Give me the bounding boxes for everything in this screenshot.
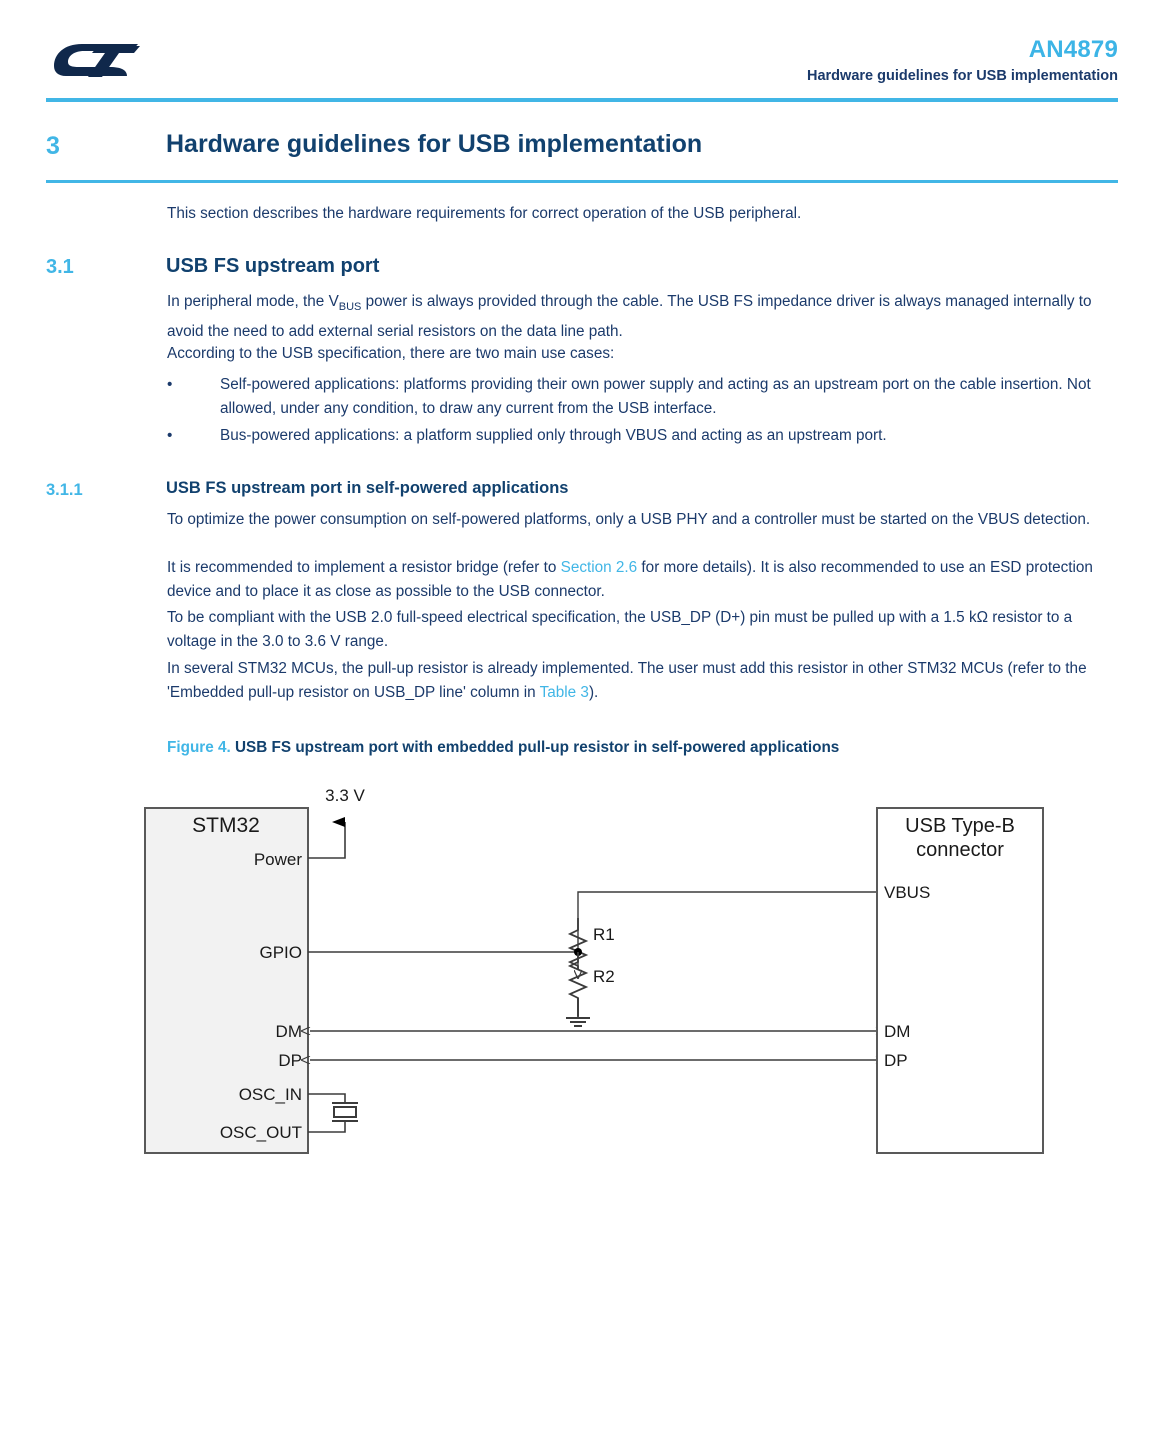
vbus-subscript: BUS (338, 301, 362, 314)
subsubsection-number: 3.1.1 (46, 481, 83, 499)
page-header (0, 0, 1170, 102)
figure-number: Figure 4. (167, 739, 231, 756)
para4-part-b: ). (588, 683, 599, 701)
usb-connector-title-line2: connector (916, 839, 1004, 861)
document-id: AN4879 (1028, 36, 1118, 63)
stm32-pin-dm: DM (275, 1022, 302, 1041)
subsubsection-title: USB FS upstream port in self-powered applications (166, 479, 569, 497)
ground-symbol (566, 998, 590, 1026)
section-number: 3 (46, 132, 60, 160)
stm32-pin-dp: DP (278, 1051, 302, 1070)
para4-part-a: In several STM32 MCUs, the pull-up resistor is already implemented. The user must add this resistor in other STM32 MCUs (refer to the 'Embedded pull-up resistor on USB_DP line' column in (167, 660, 1087, 701)
subsection-title: USB FS upstream port (166, 255, 380, 277)
bullet-marker: • (167, 427, 173, 444)
section-intro: This section describes the hardware requirements for correct operation of the USB peripheral. (167, 205, 802, 222)
subsubsection-heading (46, 479, 1118, 505)
subsection-heading (46, 255, 1118, 287)
document-subtitle: Hardware guidelines for USB implementation (807, 68, 1118, 84)
para2-part-b: for more details). It is also recommended to use an ESD protection device and to place it as close as possible to the USB connector. (167, 559, 1093, 600)
stm32-pin-osc-in: OSC_IN (238, 1085, 302, 1104)
section-heading (46, 130, 1118, 176)
list-item-text: Self-powered applications: platforms providing their own power supply and acting as an upstream port on the cable insertion. Not allowed, under any condition, to draw any current from the USB interface. (220, 376, 1091, 417)
figure-caption-text: USB FS upstream port with embedded pull-up resistor in self-powered applications (235, 739, 840, 756)
subsection-number: 3.1 (46, 256, 74, 278)
osc-in-net (308, 1094, 345, 1103)
osc-out-net (308, 1121, 345, 1132)
list-item (167, 373, 1118, 420)
stm32-pin-power: Power (253, 850, 302, 869)
para1-part-a: In peripheral mode, the V (167, 293, 339, 310)
section-divider (46, 180, 1118, 183)
table-3-link[interactable]: Table 3 (539, 683, 589, 701)
subsubsection-paragraph-3: To be compliant with the USB 2.0 full-speed electrical specification, the USB_DP (D+) pin must be pulled up with a 1.5 kΩ resistor to a voltage in the 3.0 to 3.6 V range. (167, 609, 1073, 650)
stm32-pin-gpio: GPIO (259, 943, 302, 962)
subsection-paragraph-2: According to the USB specification, there are two main use cases: (167, 345, 615, 362)
header-divider (46, 98, 1118, 102)
subsubsection-paragraph-2 (167, 556, 1118, 603)
para1-part-b: power is always provided through the cable. The USB FS impedance driver is always managed internally to avoid the need to add external serial resistors on the data line path. (167, 293, 1092, 340)
usb-connector-title-line1: USB Type-B (905, 815, 1015, 837)
section-2-6-link[interactable]: Section 2.6 (560, 559, 638, 576)
para2-part-a: It is recommended to implement a resistor bridge (refer to (167, 559, 561, 576)
usb-pin-dm: DM (884, 1022, 911, 1041)
bullet-marker: • (167, 376, 173, 393)
supply-voltage-label: 3.3 V (325, 786, 365, 805)
subsubsection-paragraph-4 (167, 657, 1118, 704)
figure-caption (167, 739, 839, 757)
stm32-pin-osc-out: OSC_OUT (219, 1123, 302, 1142)
power-net (308, 822, 345, 858)
figure-diagram (0, 770, 1170, 1190)
usb-pin-dp: DP (884, 1051, 908, 1070)
subsection-paragraph-1 (167, 290, 1118, 343)
subsubsection-paragraph-1: To optimize the power consumption on self-powered platforms, only a USB PHY and a controller must be started on the VBUS detection. (167, 511, 1091, 528)
crystal-oscillator (332, 1103, 358, 1121)
list-item (167, 424, 1118, 448)
section-title: Hardware guidelines for USB implementation (166, 130, 703, 158)
stm32-block-title: STM32 (192, 814, 260, 837)
resistor-r2-label: R2 (593, 967, 615, 986)
list-item-text: Bus-powered applications: a platform supplied only through VBUS and acting as an upstream port. (220, 427, 887, 444)
resistor-r1-label: R1 (593, 925, 615, 944)
usb-pin-vbus: VBUS (884, 883, 931, 902)
vbus-net (578, 892, 876, 970)
st-logo (48, 36, 144, 78)
